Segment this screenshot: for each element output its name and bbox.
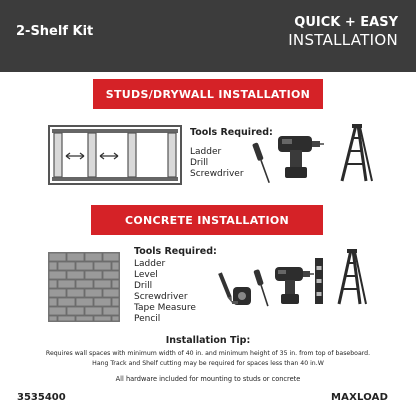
tool-item: Tape Measure <box>134 303 196 313</box>
tool-item: Screwdriver <box>190 169 244 179</box>
studs-drywall-banner: STUDS/DRYWALL INSTALLATION <box>93 79 323 109</box>
stud-frame-icon <box>48 125 182 185</box>
brick-wall-icon <box>48 252 120 322</box>
tip-line: Hang Track and Shelf cutting may be required for spaces less than 40 in.W <box>92 360 324 367</box>
screwdriver-icon <box>252 140 272 186</box>
installation-tip-title: Installation Tip: <box>165 335 251 346</box>
tool-item: Drill <box>190 158 209 168</box>
drill-icon <box>272 262 314 306</box>
installation-label: INSTALLATION <box>288 31 398 49</box>
header-bar <box>0 0 416 72</box>
ladder-icon <box>336 124 378 182</box>
kit-title: 2-Shelf Kit <box>16 24 94 39</box>
tool-item: Level <box>134 270 158 280</box>
tool-item: Pencil <box>134 314 161 324</box>
tip-line: All hardware included for mounting to studs or concrete <box>115 375 301 383</box>
concrete-tools-heading: Tools Required: <box>134 246 217 257</box>
maxload-logo: MAXLOAD <box>331 392 389 403</box>
drill-icon <box>274 130 324 180</box>
tool-item: Drill <box>134 281 153 291</box>
ladder-icon <box>334 249 370 305</box>
concrete-banner: CONCRETE INSTALLATION <box>91 205 323 235</box>
sku-number: 3535400 <box>17 392 66 403</box>
screwdriver-icon <box>254 268 270 308</box>
tape-measure-icon <box>232 286 252 306</box>
tool-item: Ladder <box>190 147 222 157</box>
studs-tools-heading: Tools Required: <box>190 127 273 138</box>
concrete-tools-list <box>134 259 196 325</box>
tool-item: Screwdriver <box>134 292 188 302</box>
level-icon <box>314 258 324 304</box>
quick-easy-label: QUICK + EASY <box>294 15 398 30</box>
tool-item: Ladder <box>134 259 166 269</box>
studs-tools-list <box>190 147 244 180</box>
pencil-icon <box>220 270 232 306</box>
tip-line: Requires wall spaces with minimum width of 40 in. and minimum height of 35 in. from top of baseboard. <box>45 350 371 357</box>
